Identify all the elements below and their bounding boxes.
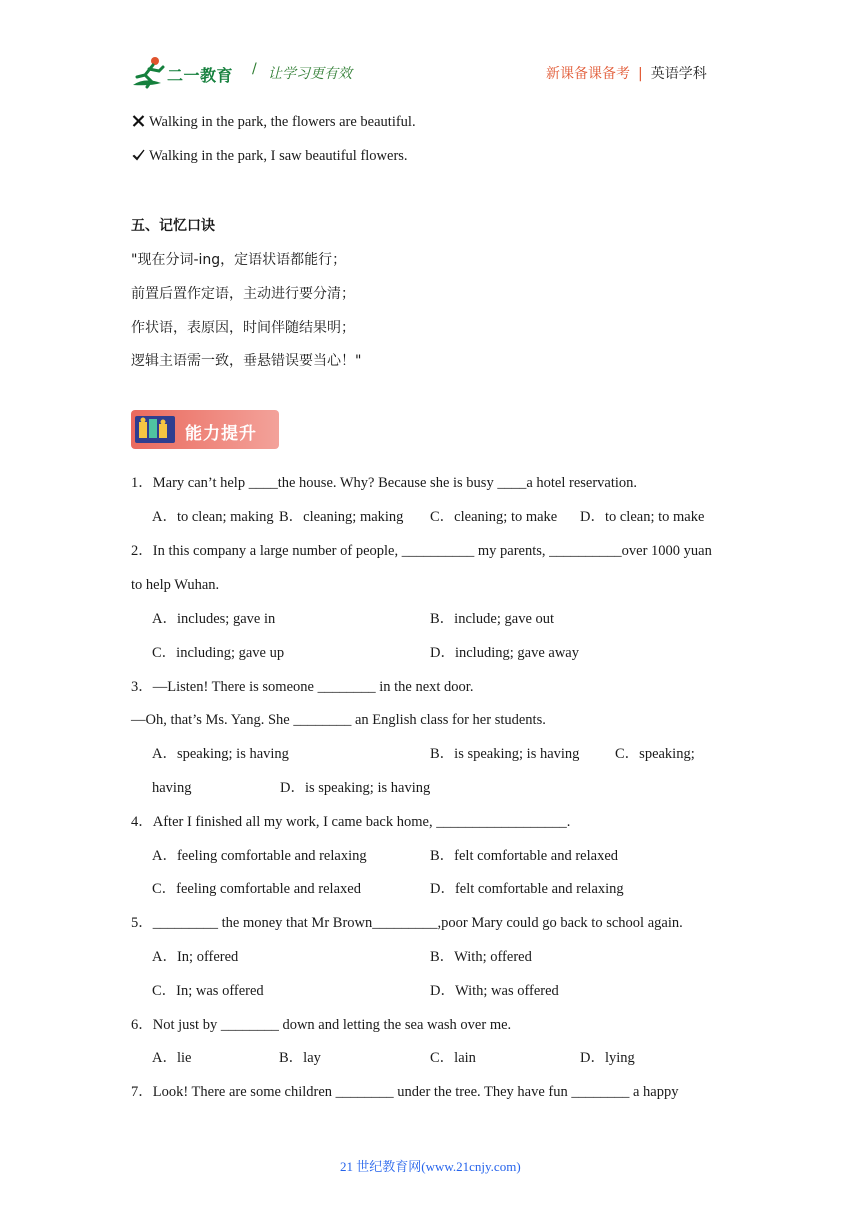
slogan: 让学习更有效 [268,66,352,82]
logo [131,55,256,91]
mnemonic-line: 作状语，表原因，时间伴随结果明； [131,320,355,336]
option-c: C．lain [430,1050,476,1066]
option-c: C．cleaning; to make [430,509,558,525]
check-icon [131,148,146,162]
question-stem: 5．_________ the money that Mr Brown_________,poor Mary could go back to school again. [131,915,683,931]
option-d: D．lying [580,1050,635,1066]
option-d: D．including; gave away [430,645,579,661]
mnemonic-line: 逻辑主语需一致，垂悬错误要当心！" [131,353,362,369]
question-stem: 6．Not just by ________ down and letting the sea wash over me. [131,1017,512,1033]
header-right [546,63,707,83]
option-c: C．feeling comfortable and relaxed [152,881,361,897]
logo-text: 二一教育 [167,66,234,85]
option-b: B．felt comfortable and relaxed [430,848,619,864]
section-badge [131,410,279,449]
option-c-continued: having [152,780,192,796]
question-stem: 1．Mary can’t help ____the house. Why? Because she is busy ____a hotel reservation. [131,475,638,491]
option-a: A．lie [152,1050,192,1066]
option-c: C．including; gave up [152,645,285,661]
question-stem-continued: to help Wuhan. [131,577,220,593]
question-stem: 4．After I finished all my work, I came back home, __________________. [131,814,571,830]
option-d: D．felt comfortable and relaxing [430,881,624,897]
runner-logo-icon [131,55,171,91]
option-b: B．is speaking; is having [430,746,580,762]
mnemonic-heading: 五、记忆口诀 [131,218,215,234]
option-d: D．is speaking; is having [280,780,431,796]
header-course-label: 新课备课备考 [546,66,630,82]
option-a: A．feeling comfortable and relaxing [152,848,367,864]
option-c: C．speaking; [615,746,695,762]
option-a: A．speaking; is having [152,746,289,762]
cross-icon [131,114,146,128]
option-a: A．In; offered [152,949,239,965]
option-b: B．include; gave out [430,611,555,627]
option-b: B．With; offered [430,949,532,965]
option-d: D．to clean; to make [580,509,705,525]
question-stem: 7．Look! There are some children ________ under the tree. They have fun ________ a happy [131,1084,679,1100]
mnemonic-line: "现在分词-ing，定语状语都能行； [131,252,347,268]
option-c: C．In; was offered [152,983,264,999]
question-stem: 2．In this company a large number of people, __________ my parents, __________over 1000 yuan [131,543,712,559]
slash-divider: / [252,61,257,77]
question-stem: 3．—Listen! There is someone ________ in the next door. [131,679,474,695]
right-example-text: Walking in the park, I saw beautiful flowers. [149,148,408,164]
right-example [131,147,408,165]
header-subject: 英语学科 [650,66,707,82]
option-b: B．cleaning; making [279,509,404,525]
wrong-example [131,113,416,131]
option-d: D．With; was offered [430,983,559,999]
question-stem-continued: —Oh, that’s Ms. Yang. She ________ an English class for her students. [131,712,546,728]
header-separator: | [638,66,643,82]
section-badge-label: 能力提升 [185,424,257,444]
option-a: A．includes; gave in [152,611,276,627]
wrong-example-text: Walking in the park, the flowers are beautiful. [149,114,416,130]
footer-source: 21 世纪教育网(www.21cnjy.com) [340,1159,521,1174]
mnemonic-line: 前置后置作定语，主动进行要分清； [131,286,355,302]
option-b: B．lay [279,1050,321,1066]
option-a: A．to clean; making [152,509,274,525]
